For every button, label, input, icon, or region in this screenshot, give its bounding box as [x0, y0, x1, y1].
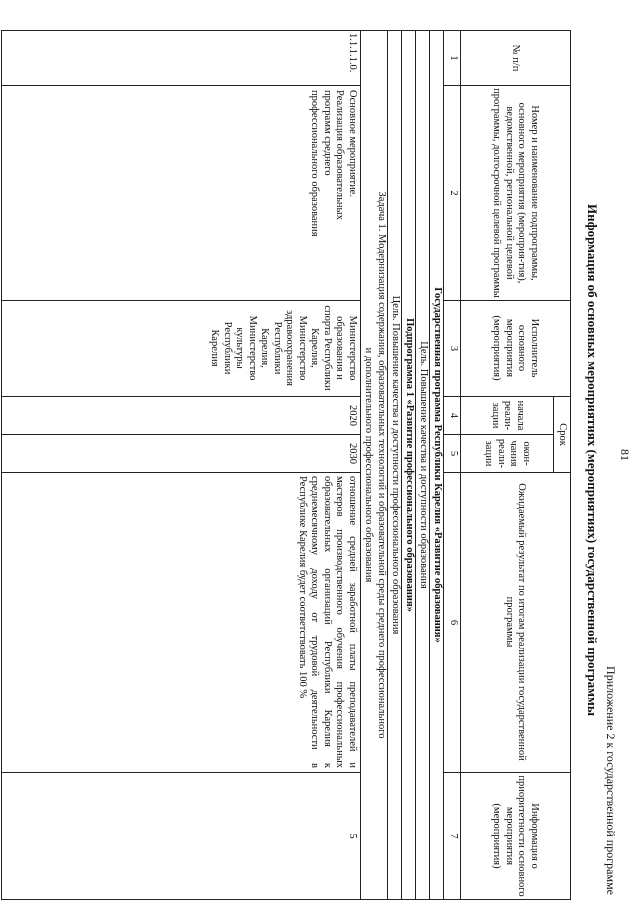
task-line-1: Задача 1. Модернизация содержания, образовательных технологий и образовательной среды среднего профессионального [376, 191, 387, 739]
header-name: Номер и наименование подпрограммы, основного мероприятия (мероприя-тия), ведомственной, региональной целевой программы, долгосрочной целевой программы [491, 88, 540, 298]
header-start: начала реали-зации [489, 400, 526, 431]
header-number: № п/п [510, 44, 522, 72]
col-number-3: 3 [448, 345, 459, 352]
task-line-2: и дополнительного профессионального образования [363, 347, 374, 583]
row-name: Основное мероприятие. Реализация образовательных программ среднего профессионального образования [309, 90, 358, 237]
row-divider-6 [1, 772, 361, 773]
col-divider-5 [443, 472, 571, 473]
col-divider-1 [443, 85, 571, 86]
header-end: окон-чания реали-зации [483, 438, 532, 469]
page-number: 81 [618, 449, 632, 461]
col-divider-6 [443, 772, 571, 773]
row-number: 1.1.1.1.0. [347, 33, 358, 73]
header-priority: Информация о приоритетности основного мероприятия (мероприятия) [491, 775, 540, 897]
program-goal: Цель. Повышение качества и доступности образования [418, 341, 429, 589]
row-expected-result: отношение средней заработной платы преподавателей и мастеров производственного обучения профессиональных образовательных организаций Республики Карелия к среднемесячному доходу от трудовой деятельности в Республике Карелия будет соответствовать 100 % [297, 476, 358, 768]
col-number-6: 6 [448, 619, 459, 626]
row-priority: 5 [347, 833, 358, 839]
col-divider-2 [443, 300, 571, 301]
numbers-rule [443, 30, 444, 900]
col-number-2: 2 [448, 190, 459, 196]
col-number-1: 1 [448, 55, 459, 61]
table-border-top [570, 30, 571, 900]
row-start-year: 2020 [347, 405, 358, 426]
row-executors: Министерство образования и спорта Республики Карелия, Министерство здравоохранения Республики Карелия, Министерство культуры Республики Карелия [209, 305, 358, 391]
row-divider-4 [1, 434, 361, 435]
document-title: Информация об основных мероприятиях (мероприятиях) государственной программы [585, 204, 600, 716]
table-border-bottom [1, 30, 2, 900]
header-result: Ожидаемый результат по итогам реализации государственной программы [504, 483, 528, 761]
col-number-7: 7 [448, 833, 459, 839]
subprogram-goal: Цель. Повышение качества и доступности профессионального образования [390, 295, 401, 635]
row-divider-3 [1, 396, 361, 397]
header-executor: Исполнитель основного мероприятия (мероприятия) [491, 315, 540, 381]
table-border-right [1, 899, 571, 900]
row-divider-2 [1, 300, 361, 301]
col-number-5: 5 [448, 450, 459, 457]
appendix-note: Приложение 2 к государственной программе [604, 666, 618, 895]
events-table [1, 30, 571, 900]
program-title: Государственная программа Республики Карелия «Развитие образования» [432, 287, 443, 643]
col-number-4: 4 [448, 412, 459, 419]
row-divider-1 [1, 85, 361, 86]
row-end-year: 2030 [347, 443, 358, 464]
row-divider-5 [1, 472, 361, 473]
header-srok: Срок [556, 423, 568, 446]
subprogram-title: Подпрограмма 1 «Развитие профессионального образования» [404, 318, 415, 612]
